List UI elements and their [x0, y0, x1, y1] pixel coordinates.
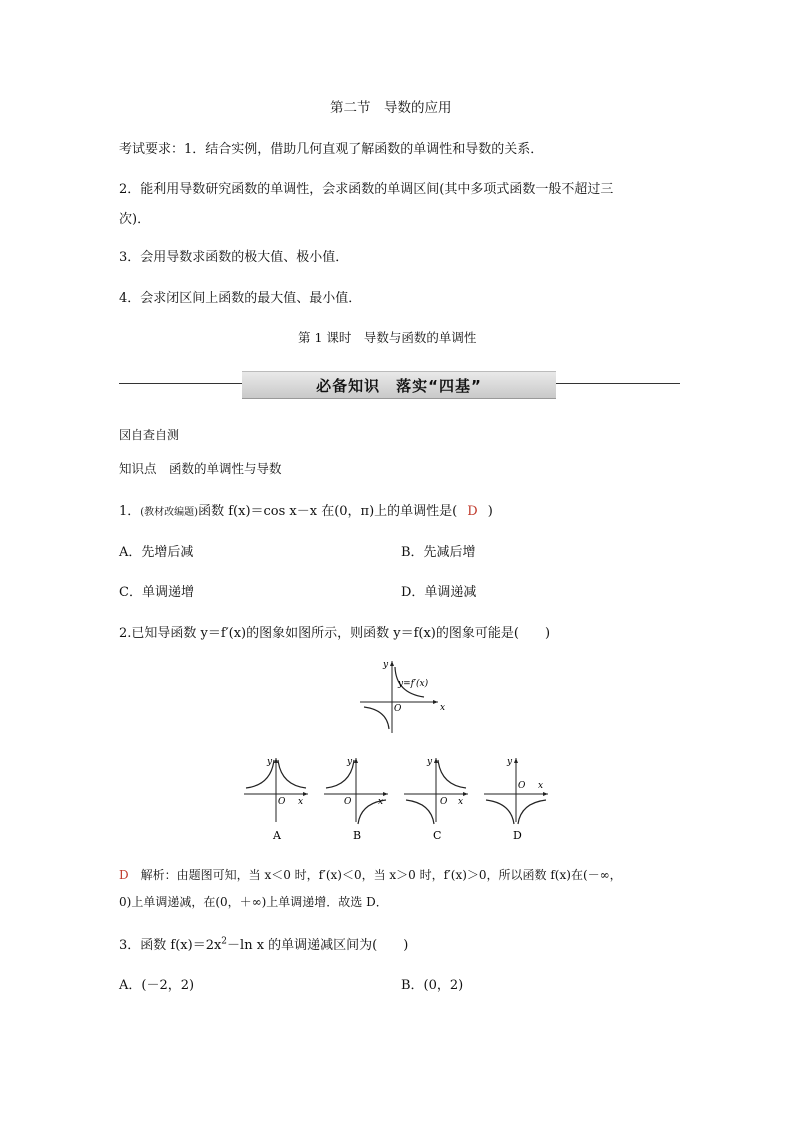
question-3-text-2: －ln x 的单调递减区间为( )	[227, 938, 409, 953]
q3-option-b: B．(0，2)	[401, 978, 464, 993]
choice-d-origin: O	[518, 781, 526, 791]
choice-b-origin: O	[344, 797, 352, 807]
q2-answer: D	[119, 868, 129, 882]
origin-label: O	[394, 704, 402, 714]
self-check-heading: 㘝自查自测	[119, 428, 180, 442]
question-1-text: 函数 f(x)＝cos x－x 在(0，π)上的单调性是(	[198, 504, 458, 519]
choice-c-label: C	[433, 829, 442, 842]
question-3-sup: 2	[221, 936, 228, 947]
banner-text: 必备知识 落实“四基”	[316, 377, 482, 395]
q1-option-a: A．先增后减	[119, 545, 194, 560]
y-axis-label: y	[383, 660, 389, 670]
lesson-title: 第 1 课时 导数与函数的单调性	[298, 330, 477, 345]
choice-d-x-label: x	[538, 781, 544, 791]
choice-graph-c	[404, 757, 468, 842]
choice-c-x-label: x	[458, 797, 464, 807]
knowledge-point: 知识点 函数的单调性与导数	[119, 461, 282, 476]
x-axis-label: x	[440, 703, 446, 713]
curve-label: y=f′(x)	[398, 679, 429, 689]
banner-rule-left	[119, 383, 242, 384]
q1-option-b: B．先减后增	[401, 545, 476, 560]
banner-rule-right	[556, 383, 680, 384]
choice-graphs	[240, 752, 560, 847]
curve-left-branch	[364, 707, 389, 729]
choice-graph-b	[324, 757, 388, 842]
requirement-2-line2: 次)．	[119, 212, 151, 227]
q2-solution-line2: 0)上单调递减，在(0，＋∞)上单调递增．故选 D．	[119, 895, 388, 909]
choice-a-y-label: y	[267, 757, 273, 767]
question-3-text: 3．函数 f(x)＝2x	[119, 938, 222, 953]
q3-option-a: A．(－2，2)	[119, 978, 195, 993]
question-2: 2.已知导函数 y＝f′(x)的图象如图所示，则函数 y＝f(x)的图象可能是( )	[119, 626, 551, 641]
choice-d-y-label: y	[507, 757, 513, 767]
choice-b-y-label: y	[347, 757, 353, 767]
question-1-number: 1．	[119, 504, 141, 519]
choice-c-origin: O	[440, 797, 448, 807]
requirement-3: 3．会用导数求函数的极大值、极小值．	[119, 250, 349, 265]
choice-graph-d	[484, 757, 548, 842]
question-3	[119, 934, 408, 953]
choice-b-label: B	[353, 829, 362, 842]
q1-option-c: C．单调递增	[119, 585, 194, 600]
requirement-2-line1: 2．能利用导数研究函数的单调性，会求函数的单调区间(其中多项式函数一般不超过三	[119, 182, 614, 197]
section-banner	[242, 371, 556, 399]
q1-option-d: D．单调递减	[401, 585, 477, 600]
choice-c-y-label: y	[427, 757, 433, 767]
q2-solution-line1	[119, 866, 622, 883]
choice-a-label: A	[273, 829, 281, 842]
question-1-close: )	[487, 504, 493, 519]
choice-d-label: D	[513, 829, 522, 842]
choice-a-x-label: x	[298, 797, 304, 807]
requirement-1: 考试要求：1．结合实例，借助几何直观了解函数的单调性和导数的关系．	[119, 142, 544, 157]
section-title: 第二节 导数的应用	[330, 100, 452, 116]
q2-solution-text-1: 解析：由题图可知，当 x＜0 时，f′(x)＜0，当 x＞0 时，f′(x)＞0，所以函数 f(x)在(－∞，	[140, 868, 622, 882]
x-axis-arrow	[433, 700, 438, 704]
question-1	[119, 500, 493, 519]
requirement-4: 4．会求闭区间上函数的最大值、最小值．	[119, 291, 362, 306]
question-1-source: (教材改编题)	[140, 507, 199, 518]
choice-graph-a	[244, 757, 308, 842]
question-1-answer: D	[467, 504, 478, 519]
y-axis-arrow	[390, 661, 394, 666]
choice-b-x-label: x	[378, 797, 384, 807]
choice-a-origin: O	[278, 797, 286, 807]
derivative-graph	[356, 655, 446, 735]
